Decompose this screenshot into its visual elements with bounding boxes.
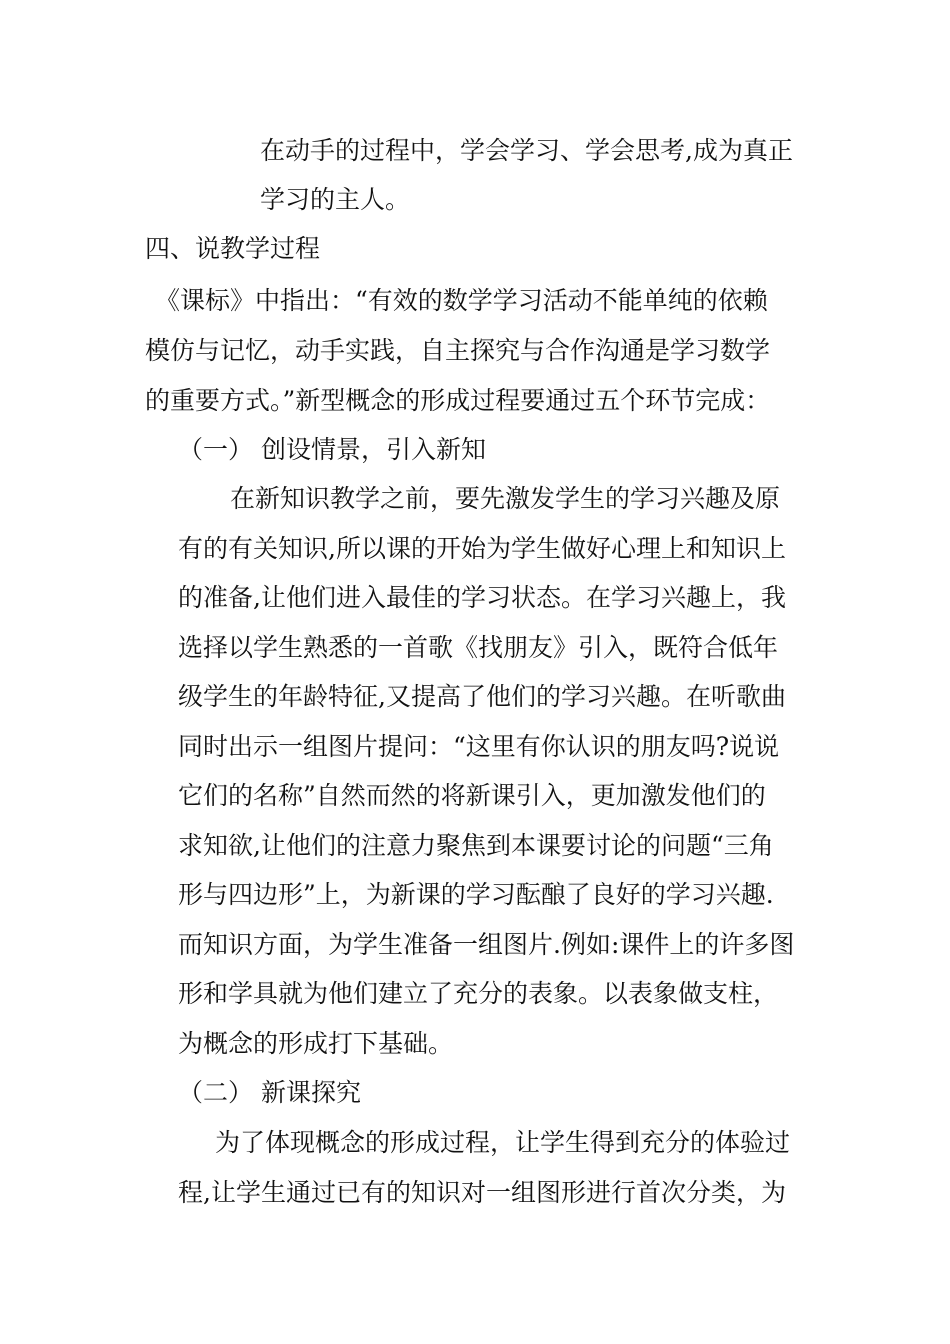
subsection-heading: （一） 创设情景，引入新知 bbox=[178, 435, 486, 464]
section-heading: 四、说教学过程 bbox=[145, 234, 321, 263]
paragraph-line: 在动手的过程中，学会学习、学会思考,成为真正 bbox=[260, 136, 793, 165]
paragraph-line: 它们的名称”自然而然的将新课引入，更加激发他们的 bbox=[178, 781, 766, 810]
paragraph-line: 的准备,让他们进入最佳的学习状态。在学习兴趣上，我 bbox=[178, 583, 786, 612]
paragraph-line: 形和学具就为他们建立了充分的表象。以表象做支柱， bbox=[178, 979, 779, 1008]
paragraph-line: 同时出示一组图片提问：“这里有你认识的朋友吗?说说 bbox=[178, 732, 780, 761]
paragraph-line: 的重要方式。”新型概念的形成过程要通过五个环节完成： bbox=[145, 386, 771, 415]
paragraph-line: 为概念的形成打下基础。 bbox=[178, 1029, 454, 1058]
paragraph-line: 而知识方面，为学生准备一组图片.例如:课件上的许多图 bbox=[178, 930, 795, 959]
paragraph-line: 为了体现概念的形成过程，让学生得到充分的体验过 bbox=[215, 1128, 791, 1157]
subsection-heading: （二） 新课探究 bbox=[178, 1078, 361, 1107]
paragraph-line: 模仿与记忆，动手实践，自主探究与合作沟通是学习数学 bbox=[145, 336, 771, 365]
paragraph-line: 学习的主人。 bbox=[260, 185, 411, 214]
paragraph-line: 选择以学生熟悉的一首歌《找朋友》引入，既符合低年 bbox=[178, 633, 779, 662]
paragraph-line: 程,让学生通过已有的知识对一组图形进行首次分类，为 bbox=[178, 1178, 786, 1207]
paragraph-line: 《课标》中指出：“有效的数学学习活动不能单纯的依赖 bbox=[155, 286, 768, 315]
paragraph-line: 在新知识教学之前，要先激发学生的学习兴趣及原 bbox=[230, 484, 781, 513]
paragraph-line: 形与四边形”上，为新课的学习酝酿了良好的学习兴趣. bbox=[178, 880, 774, 909]
paragraph-line: 求知欲,让他们的注意力聚焦到本课要讨论的问题“三角 bbox=[178, 831, 774, 860]
paragraph-line: 级学生的年龄特征,又提高了他们的学习兴趣。在听歌曲 bbox=[178, 682, 786, 711]
paragraph-line: 有的有关知识,所以课的开始为学生做好心理上和知识上 bbox=[178, 534, 786, 563]
